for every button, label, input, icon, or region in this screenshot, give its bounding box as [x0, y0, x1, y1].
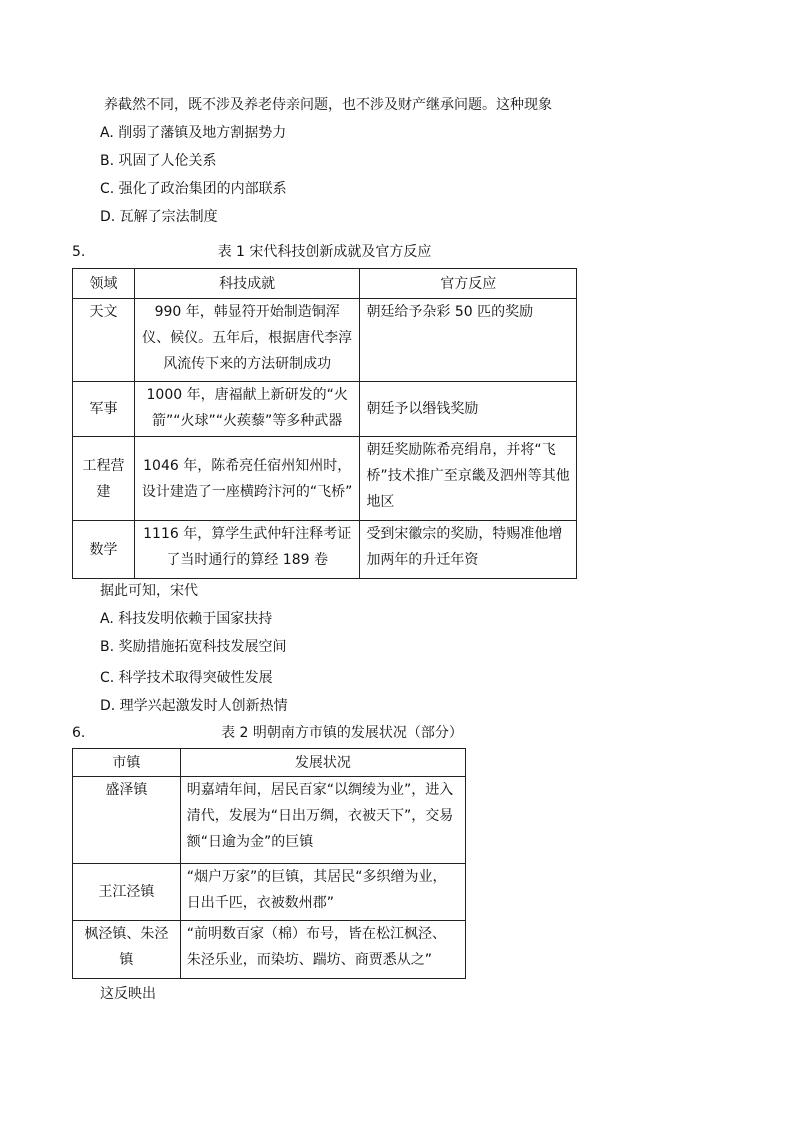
- table-header-row: [73, 749, 466, 777]
- cell-town: 盛泽镇: [73, 777, 181, 864]
- cell-status: 明嘉靖年间，居民百家“以绸绫为业”，进入清代，发展为“日出万绸，衣被天下”，交易额“日逾为金”的巨镇: [180, 777, 465, 864]
- cell-achievement: 1116 年，算学生武仲轩注释考证了当时通行的算经 189 卷: [134, 521, 360, 579]
- table-row: [73, 437, 577, 521]
- table-row: [73, 921, 466, 979]
- cell-response: 受到宋徽宗的奖励，特赐准他增加两年的升迁年资: [360, 521, 577, 579]
- cell-response: 朝廷奖励陈希亮绢帛，并将“飞桥”技术推广至京畿及泗州等其他地区: [360, 437, 577, 521]
- q5-stem: 据此可知，宋代: [100, 583, 198, 599]
- table-row: [73, 521, 577, 579]
- q6-table: [72, 748, 466, 979]
- q6-table-caption: 表 2 明朝南方市镇的发展状况（部分）: [221, 725, 463, 741]
- cell-status: “烟户万家”的巨镇，其居民“多织缯为业，日出千匹，衣被数州郡”: [180, 864, 465, 921]
- header-status: 发展状况: [180, 749, 465, 777]
- header-field: 领域: [73, 269, 135, 299]
- cell-status: “前明数百家（棉）布号，皆在松江枫泾、朱泾乐业，而染坊、踹坊、商贾悉从之”: [180, 921, 465, 979]
- cell-achievement: 990 年，韩显符开始制造铜浑仪、候仪。五年后，根据唐代李淳风流传下来的方法研制成功: [134, 299, 360, 382]
- cell-response: 朝廷给予杂彩 50 匹的奖励: [360, 299, 577, 382]
- cell-response: 朝廷予以缗钱奖励: [360, 382, 577, 437]
- cell-field: 天文: [73, 299, 135, 382]
- table-row: [73, 777, 466, 864]
- q5-option-d: D. 理学兴起激发时人创新热情: [100, 698, 288, 714]
- q5-option-a: A. 科技发明依赖于国家扶持: [100, 611, 273, 627]
- cell-field: 工程营建: [73, 437, 135, 521]
- cell-field: 数学: [73, 521, 135, 579]
- q5-table-caption: 表 1 宋代科技创新成就及官方反应: [217, 244, 432, 260]
- q6-number: 6.: [72, 725, 86, 741]
- cell-field: 军事: [73, 382, 135, 437]
- table-row: [73, 382, 577, 437]
- q4-option-d: D. 瓦解了宗法制度: [100, 209, 218, 225]
- cell-achievement: 1046 年，陈希亮任宿州知州时，设计建造了一座横跨汴河的“飞桥”: [134, 437, 360, 521]
- q5-number: 5.: [72, 244, 86, 260]
- q4-option-c: C. 强化了政治集团的内部联系: [100, 181, 287, 197]
- q5-option-b: B. 奖励措施拓宽科技发展空间: [100, 639, 287, 655]
- q5-table: [72, 268, 577, 579]
- header-response: 官方反应: [360, 269, 577, 299]
- q6-stem: 这反映出: [100, 986, 156, 1002]
- header-achievement: 科技成就: [134, 269, 360, 299]
- cell-town: 枫泾镇、朱泾镇: [73, 921, 181, 979]
- q4-stem-tail: 养截然不同，既不涉及养老侍亲问题，也不涉及财产继承问题。这种现象: [104, 97, 552, 113]
- table-header-row: [73, 269, 577, 299]
- table-row: [73, 299, 577, 382]
- table-row: [73, 864, 466, 921]
- q4-option-a: A. 削弱了藩镇及地方割据势力: [100, 125, 287, 141]
- cell-town: 王江泾镇: [73, 864, 181, 921]
- q4-option-b: B. 巩固了人伦关系: [100, 153, 217, 169]
- header-town: 市镇: [73, 749, 181, 777]
- q5-option-c: C. 科学技术取得突破性发展: [100, 670, 273, 686]
- cell-achievement: 1000 年，唐福献上新研发的“火箭”“火球”“火蒺藜”等多种武器: [134, 382, 360, 437]
